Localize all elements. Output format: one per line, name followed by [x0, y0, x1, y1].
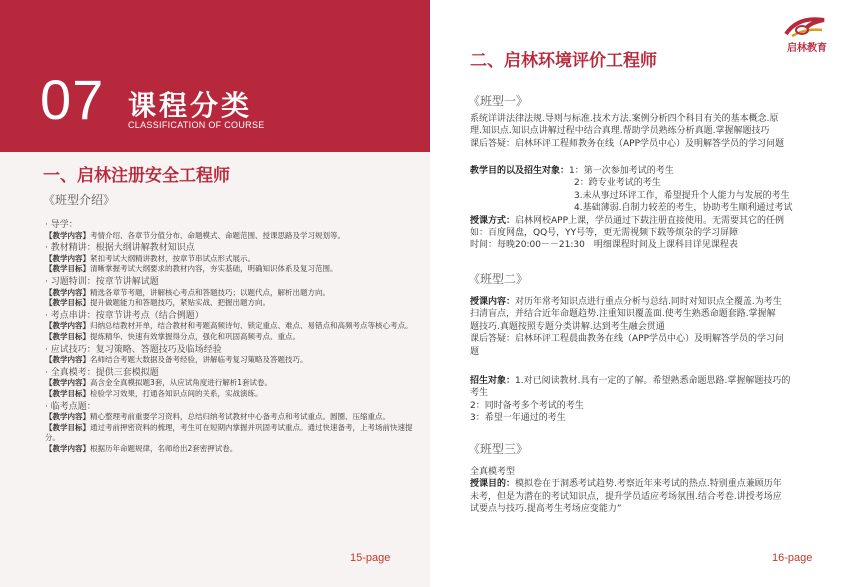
- right-section-title: 二、启林环境评价工程师: [470, 51, 657, 71]
- row-text: 提炼精华、快速有效掌握得分点，强化和巩固高频考点、重点。: [90, 331, 300, 341]
- text-line: 理.知识点.知识点讲解过程中结合真理.帮助学员熟练分析真题.掌握解题技巧: [470, 126, 770, 137]
- row-text: 精心整理考前重要学习资料，总结归纳考试教材中心备考点和考试重点。圆圈、压缩重点。: [90, 412, 390, 422]
- chapter-header: [0, 0, 430, 152]
- right-page-number: 16-page: [772, 552, 813, 564]
- content-label: 授课内容：: [470, 297, 516, 307]
- method-label: 授课方式：: [470, 215, 516, 226]
- list-item: [45, 332, 415, 343]
- chapter-title: 课程分类: [128, 89, 253, 122]
- row-tag: 【教学内容】: [45, 321, 90, 331]
- row-text: 高含金全真模拟题3套，从应试角度进行解析1套试卷。: [90, 378, 273, 388]
- group-heading: · 临考点题：: [45, 401, 96, 412]
- group-heading: · 考点串讲：按章节讲考点（结合例题）: [45, 310, 204, 321]
- list-item: [45, 254, 415, 265]
- list-item: [45, 389, 415, 400]
- list-item: [45, 321, 415, 332]
- row-tag: 【教学目标】: [45, 422, 90, 432]
- text-line: 如：百度网盘，QQ号，YY号等，更无需视频下载等烦杂的学习屏障: [470, 228, 739, 239]
- left-body: [45, 218, 415, 454]
- list-item: [45, 288, 415, 299]
- text-line: 对历年常考知识点进行重点分析与总结.同时对知识点全覆盖.为考生: [515, 297, 782, 307]
- logo-text: 启林教育: [787, 43, 827, 54]
- text-line: 4.基础薄弱.自制力较差的考生，协助考生顺利通过考试: [574, 203, 793, 214]
- text-line: 课后答疑：启林环评工程师教务在线（APP学员中心）及明解答学员的学习问题: [470, 138, 785, 149]
- text-line: 2：同时备考多个考试的考生: [470, 400, 584, 411]
- list-item: [45, 298, 415, 309]
- text-line: 模拟卷在于洞悉考试趋势.考察近年来考试的热点.特别重点兼顾历年: [515, 479, 782, 490]
- text-line: 题: [470, 346, 480, 357]
- row-tag: 【教学内容】: [45, 355, 90, 365]
- row-tag: 【教学目标】: [45, 331, 90, 341]
- text-line: 题技巧.真题按照专题分类讲解.达到考生融会贯通: [470, 321, 665, 332]
- text-line: 启林网校APP上课，学员通过下载注册直接使用。无需要其它的任例: [515, 215, 785, 226]
- left-section-title: 一、启林注册安全工程师: [43, 166, 230, 186]
- row-tag: 【教学目标】: [45, 264, 90, 274]
- chapter-subtitle: CLASSIFICATION OF COURSE: [128, 120, 265, 130]
- list-item: [45, 412, 415, 423]
- text-line: 3：希望一年通过的考生: [470, 413, 566, 424]
- row-tag: 【教学内容】: [45, 443, 90, 453]
- group-heading: · 习题特训：按章节讲解试题: [45, 276, 159, 287]
- text-line: 考生: [470, 388, 489, 399]
- class3-title: 《班型三》: [468, 442, 529, 456]
- text-line: 扫清盲点，并结合近年命题趋势.注重知识覆盖面.使考生熟悉命题套路.掌握解: [470, 309, 776, 320]
- class3-content: [470, 466, 850, 516]
- chapter-number: 07: [40, 68, 105, 131]
- row-tag: 【教学内容】: [45, 378, 90, 388]
- row-text: 清晰掌握考试大纲要求的教材内容，夯实基础，明确知识体系及复习范围。: [90, 264, 338, 274]
- group-heading: · 教材精讲：根据大纲讲解教材知识点: [45, 243, 195, 254]
- row-text: 名师结合考题大数据及备考经验，讲解临考复习策略及答题技巧。: [90, 355, 308, 365]
- row-tag: 【教学内容】: [45, 287, 90, 297]
- row-tag: 【教学目标】: [45, 298, 90, 308]
- list-item: [45, 444, 415, 455]
- row-tag: 【教学内容】: [45, 230, 90, 240]
- list-item: [45, 378, 415, 389]
- text-line: 全真模考型: [470, 467, 516, 477]
- row-text: 精选各章节考题，讲解核心考点和答题技巧；以题代点，解析出题方向。: [90, 287, 330, 297]
- text-line: 1：第一次参加考试的考生: [569, 166, 674, 176]
- left-page-number: 15-page: [350, 552, 391, 564]
- group-heading: · 导学：: [45, 220, 78, 230]
- text-line: 课后答疑：启林环评工程晨曲教务在线（APP学员中心）及明解答学员的学习问: [470, 334, 785, 345]
- target-label: 招生对象：: [470, 376, 516, 386]
- row-text: 根据历年命题规律，名师给出2套密押试卷。: [90, 443, 238, 453]
- class2-content: [470, 296, 850, 358]
- text-line: 3.未从事过环评工作，希望提升个人能力与发展的考生: [574, 190, 790, 201]
- text-line: 2：跨专业考试的考生: [574, 178, 661, 189]
- row-text: 提升做题能力和答题技巧，紧贴实战、把握出题方向。: [90, 298, 270, 308]
- group-heading: · 应试技巧：复习策略、答题技巧及临场经验: [45, 344, 222, 355]
- row-text: 检验学习效果，打通各知识点间的关系，实战演练。: [90, 388, 263, 398]
- row-tag: 【教学内容】: [45, 412, 90, 422]
- text-line: 1.对已阅读教材.具有一定的了解。希望熟悉命题思路.掌握解题技巧的: [515, 376, 791, 386]
- class1-intro: [470, 113, 850, 150]
- logo-icon: [772, 14, 842, 42]
- row-text: 通过考前押密资料的梳理，考生可在短期内掌握并巩固考试重点。通过快速备考，上考场前快速提分。: [45, 422, 413, 443]
- row-tag: 【教学目标】: [45, 388, 90, 398]
- row-text: 归纳总结教材开单，结合教材和考题高频诗句、锁定重点、难点、易错点和高频考点等核心考点。: [90, 321, 413, 331]
- class2-target: [470, 375, 850, 425]
- group-heading: · 全真模考：提供三套模拟题: [45, 367, 159, 378]
- content-label: 授课目的：: [470, 479, 516, 490]
- list-item: [45, 231, 415, 242]
- list-item: [45, 264, 415, 275]
- class1-goals: [470, 165, 850, 252]
- class1-title: 《班型一》: [468, 94, 529, 108]
- list-item: [45, 355, 415, 366]
- right-page: [430, 0, 859, 587]
- brand-logo: [772, 14, 842, 54]
- goal-label: 教学目的以及招生对象：: [470, 166, 570, 176]
- row-text: 考情介绍、各章节分值分布、命题模式、命题范围、授课思路及学习规划等。: [90, 230, 345, 240]
- list-item: [45, 423, 415, 444]
- text-line: 未考，但是为潜在的考试知识点，提升学员适应考场氛围.结合考卷.讲授考场应: [470, 491, 782, 502]
- left-bracket-title: 《班型介绍》: [43, 193, 116, 207]
- class2-title: 《班型二》: [468, 272, 529, 286]
- text-line: 系统详讲法律法规.导则与标准.技术方法.案例分析四个科目有关的基本概念.原: [470, 114, 779, 124]
- text-line: 时间：每晚20:00－－21:30 明细课程时间及上课科目详见课程表: [470, 240, 738, 251]
- row-tag: 【教学内容】: [45, 253, 90, 263]
- text-line: 试要点与技巧.提高考生考场应变能力”: [470, 504, 622, 515]
- row-text: 紧扣考试大纲精讲教材，按章节串试点形式展示。: [90, 253, 255, 263]
